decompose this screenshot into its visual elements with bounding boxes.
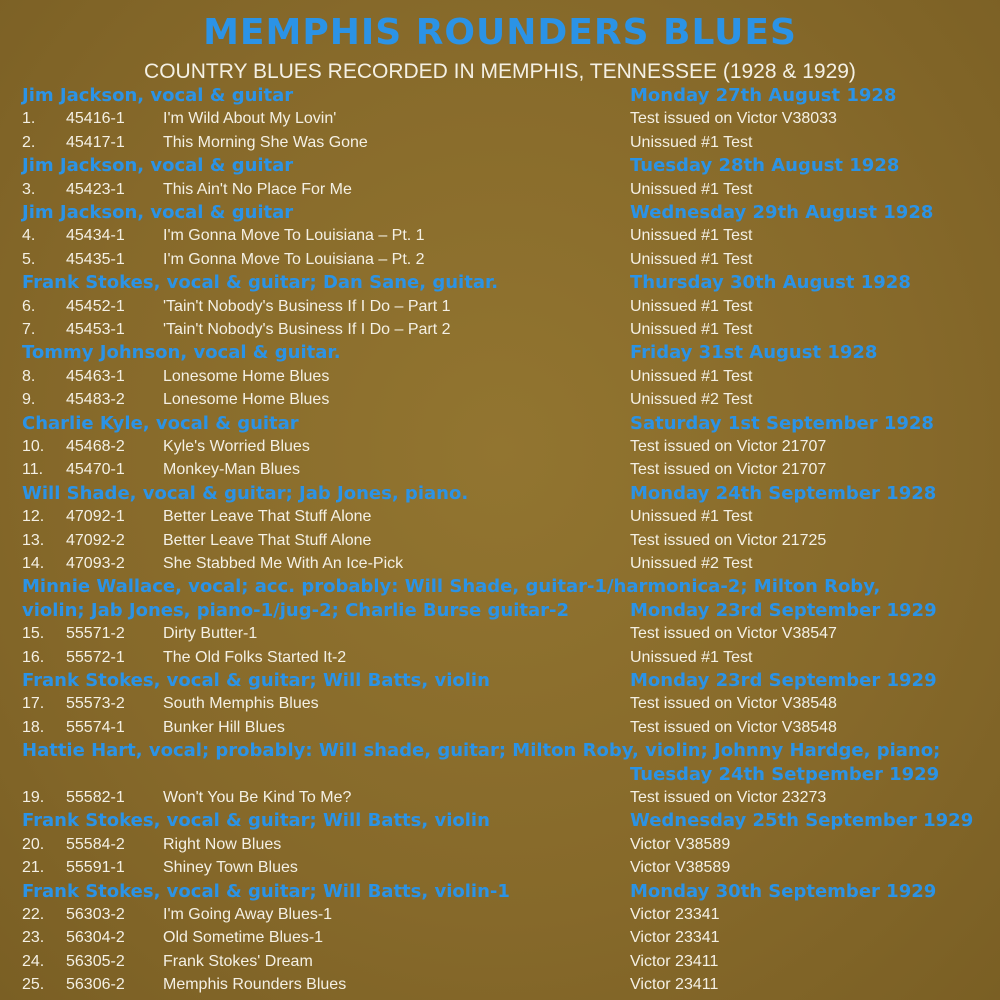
- track-number: 25.: [22, 976, 45, 993]
- track-number: 5.: [22, 251, 36, 268]
- track-issue: Unissued #1 Test: [630, 508, 753, 525]
- track-issue: Unissued #1 Test: [630, 649, 753, 666]
- track-issue: Unissued #1 Test: [630, 227, 753, 244]
- track-title: I'm Gonna Move To Louisiana – Pt. 2: [163, 251, 425, 268]
- track-number: 16.: [22, 649, 45, 666]
- track-number: 12.: [22, 508, 45, 525]
- track-title: Kyle's Worried Blues: [163, 438, 310, 455]
- track-matrix: 56303-2: [66, 906, 125, 923]
- session-date: Monday 23rd September 1929: [630, 670, 937, 691]
- track-matrix: 45435-1: [66, 251, 125, 268]
- track-issue: Unissued #1 Test: [630, 368, 753, 385]
- track-issue: Test issued on Victor V38033: [630, 110, 837, 127]
- track-issue: Test issued on Victor V38548: [630, 719, 837, 736]
- track-issue: Victor V38589: [630, 836, 731, 853]
- track-matrix: 47092-2: [66, 532, 125, 549]
- session-artist: Frank Stokes, vocal & guitar; Will Batts, violin: [22, 810, 490, 831]
- track-matrix: 47092-1: [66, 508, 125, 525]
- track-issue: Unissued #1 Test: [630, 181, 753, 198]
- track-issue: Victor 23411: [630, 976, 719, 993]
- track-matrix: 45416-1: [66, 110, 125, 127]
- track-matrix: 45468-2: [66, 438, 125, 455]
- session-date: Monday 30th September 1929: [630, 881, 937, 902]
- track-issue: Victor V38589: [630, 859, 731, 876]
- track-title: Better Leave That Stuff Alone: [163, 508, 372, 525]
- track-title: Old Sometime Blues-1: [163, 929, 324, 946]
- track-title: Dirty Butter-1: [163, 625, 258, 642]
- session-date: Monday 23rd September 1929: [630, 600, 937, 621]
- track-issue: Victor 23341: [630, 929, 720, 946]
- track-matrix: 45417-1: [66, 134, 125, 151]
- session-artist: Minnie Wallace, vocal; acc. probably: Will Shade, guitar-1/harmonica-2; Milton Roby,: [22, 576, 881, 597]
- session-artist: Will Shade, vocal & guitar; Jab Jones, piano.: [22, 483, 469, 504]
- track-title: Bunker Hill Blues: [163, 719, 285, 736]
- track-number: 22.: [22, 906, 45, 923]
- session-artist: Jim Jackson, vocal & guitar: [22, 85, 294, 106]
- track-issue: Unissued #2 Test: [630, 555, 753, 572]
- track-issue: Test issued on Victor 23273: [630, 789, 827, 806]
- track-number: 15.: [22, 625, 45, 642]
- track-matrix: 45434-1: [66, 227, 125, 244]
- track-number: 21.: [22, 859, 45, 876]
- track-matrix: 45463-1: [66, 368, 125, 385]
- track-number: 23.: [22, 929, 45, 946]
- session-date: Monday 24th September 1928: [630, 483, 937, 504]
- session-date: Wednesday 25th September 1929: [630, 810, 974, 831]
- session-date: Saturday 1st September 1928: [630, 413, 934, 434]
- track-title: Lonesome Home Blues: [163, 368, 330, 385]
- track-issue: Test issued on Victor V38548: [630, 695, 837, 712]
- track-issue: Test issued on Victor 21707: [630, 461, 827, 478]
- track-title: I'm Going Away Blues-1: [163, 906, 333, 923]
- session-artist: Frank Stokes, vocal & guitar; Dan Sane, guitar.: [22, 272, 499, 293]
- session-date: Thursday 30th August 1928: [630, 272, 911, 293]
- session-artist: Tommy Johnson, vocal & guitar.: [22, 342, 341, 363]
- track-title: The Old Folks Started It-2: [163, 649, 347, 666]
- track-matrix: 55571-2: [66, 625, 125, 642]
- track-title: This Morning She Was Gone: [163, 134, 368, 151]
- track-title: Memphis Rounders Blues: [163, 976, 347, 993]
- track-number: 18.: [22, 719, 45, 736]
- track-number: 24.: [22, 953, 45, 970]
- track-number: 4.: [22, 227, 36, 244]
- track-matrix: 55591-1: [66, 859, 125, 876]
- track-issue: Victor 23341: [630, 906, 720, 923]
- track-title: Monkey-Man Blues: [163, 461, 300, 478]
- track-matrix: 55573-2: [66, 695, 125, 712]
- track-number: 8.: [22, 368, 36, 385]
- track-title: This Ain't No Place For Me: [163, 181, 352, 198]
- session-date: Tuesday 28th August 1928: [630, 155, 900, 176]
- track-number: 6.: [22, 298, 36, 315]
- track-title: 'Tain't Nobody's Business If I Do – Part 1: [163, 298, 451, 315]
- track-number: 14.: [22, 555, 45, 572]
- track-number: 3.: [22, 181, 36, 198]
- session-artist: Frank Stokes, vocal & guitar; Will Batts, violin-1: [22, 881, 510, 902]
- session-date: Wednesday 29th August 1928: [630, 202, 934, 223]
- track-title: Lonesome Home Blues: [163, 391, 330, 408]
- session-artist: Jim Jackson, vocal & guitar: [22, 202, 294, 223]
- track-issue: Test issued on Victor 21707: [630, 438, 827, 455]
- track-matrix: 45452-1: [66, 298, 125, 315]
- track-matrix: 45423-1: [66, 181, 125, 198]
- track-issue: Test issued on Victor V38547: [630, 625, 837, 642]
- track-number: 2.: [22, 134, 36, 151]
- track-number: 20.: [22, 836, 45, 853]
- track-title: South Memphis Blues: [163, 695, 319, 712]
- track-title: Frank Stokes' Dream: [163, 953, 313, 970]
- track-title: Right Now Blues: [163, 836, 282, 853]
- track-matrix: 45483-2: [66, 391, 125, 408]
- track-title: I'm Gonna Move To Louisiana – Pt. 1: [163, 227, 425, 244]
- track-number: 9.: [22, 391, 36, 408]
- track-number: 11.: [22, 461, 44, 478]
- page-title: MEMPHIS ROUNDERS BLUES: [203, 12, 797, 53]
- session-date: Monday 27th August 1928: [630, 85, 897, 106]
- track-matrix: 56306-2: [66, 976, 125, 993]
- track-title: Won't You Be Kind To Me?: [163, 789, 352, 806]
- track-issue: Test issued on Victor 21725: [630, 532, 827, 549]
- track-title: She Stabbed Me With An Ice-Pick: [163, 555, 404, 572]
- track-matrix: 47093-2: [66, 555, 125, 572]
- track-title: Better Leave That Stuff Alone: [163, 532, 372, 549]
- track-number: 7.: [22, 321, 36, 338]
- track-issue: Unissued #1 Test: [630, 298, 753, 315]
- session-date: Tuesday 24th Setpember 1929: [630, 764, 940, 785]
- track-number: 13.: [22, 532, 45, 549]
- track-matrix: 56304-2: [66, 929, 125, 946]
- track-issue: Unissued #1 Test: [630, 251, 753, 268]
- session-artist: Hattie Hart, vocal; probably: Will shade, guitar; Milton Roby, violin; Johnny Hardge, piano;: [22, 740, 941, 761]
- session-artist: Jim Jackson, vocal & guitar: [22, 155, 294, 176]
- track-matrix: 45470-1: [66, 461, 125, 478]
- page-subtitle: COUNTRY BLUES RECORDED IN MEMPHIS, TENNESSEE (1928 & 1929): [144, 60, 856, 83]
- track-number: 10.: [22, 438, 45, 455]
- track-matrix: 45453-1: [66, 321, 125, 338]
- track-number: 1.: [22, 110, 36, 127]
- track-issue: Unissued #1 Test: [630, 321, 753, 338]
- session-artist-line2: violin; Jab Jones, piano-1/jug-2; Charlie Burse guitar-2: [22, 600, 570, 621]
- session-artist: Frank Stokes, vocal & guitar; Will Batts, violin: [22, 670, 490, 691]
- track-number: 17.: [22, 695, 45, 712]
- track-matrix: 55584-2: [66, 836, 125, 853]
- track-title: Shiney Town Blues: [163, 859, 298, 876]
- session-artist: Charlie Kyle, vocal & guitar: [22, 413, 299, 434]
- track-issue: Unissued #2 Test: [630, 391, 753, 408]
- track-matrix: 55582-1: [66, 789, 125, 806]
- track-issue: Unissued #1 Test: [630, 134, 753, 151]
- track-matrix: 56305-2: [66, 953, 125, 970]
- track-number: 19.: [22, 789, 45, 806]
- track-matrix: 55574-1: [66, 719, 125, 736]
- track-matrix: 55572-1: [66, 649, 125, 666]
- track-title: 'Tain't Nobody's Business If I Do – Part 2: [163, 321, 451, 338]
- track-title: I'm Wild About My Lovin': [163, 110, 337, 127]
- session-date: Friday 31st August 1928: [630, 342, 878, 363]
- track-issue: Victor 23411: [630, 953, 719, 970]
